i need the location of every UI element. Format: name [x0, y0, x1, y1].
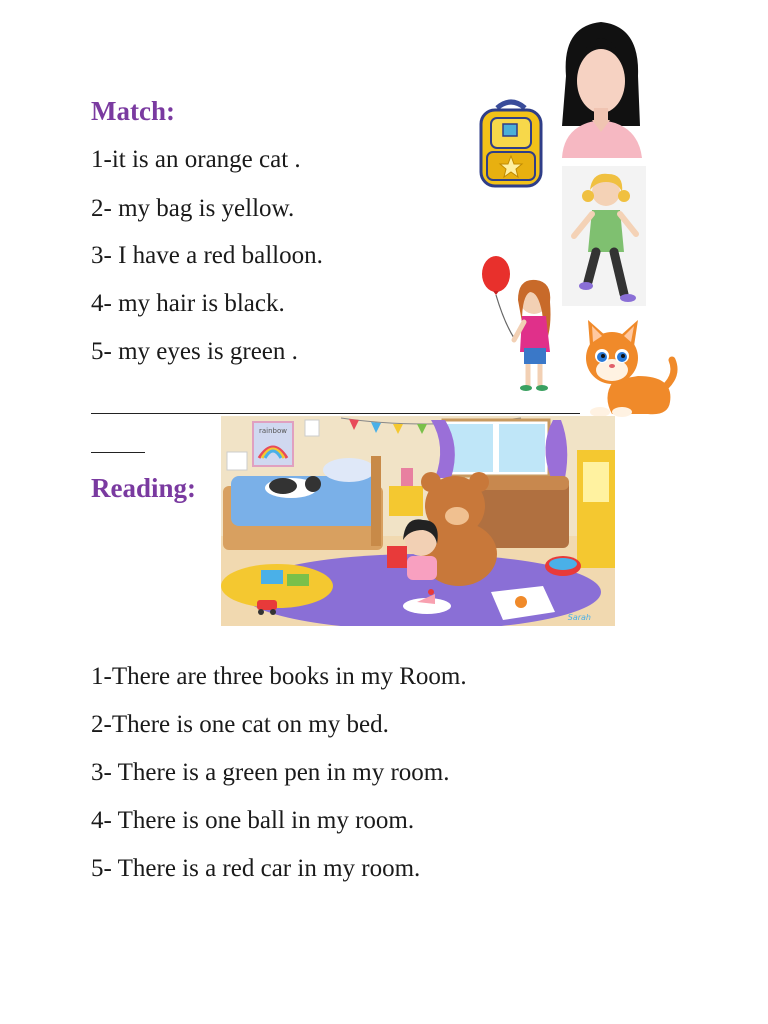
reading-item-4: 4- There is one ball in my room.: [91, 807, 415, 834]
reading-item-1: 1-There are three books in my Room.: [91, 663, 467, 690]
match-item-3: 3- I have a red balloon.: [91, 242, 323, 269]
woman-portrait-image: [556, 16, 646, 158]
reading-item-3: 3- There is a green pen in my room.: [91, 759, 450, 786]
divider-line-2: [91, 452, 145, 453]
reading-item-5: 5- There is a red car in my room.: [91, 855, 421, 882]
reading-heading: Reading:: [91, 473, 197, 503]
match-item-4: 4- my hair is black.: [91, 290, 285, 317]
divider-line-1: [91, 413, 580, 414]
match-item-2: 2- my bag is yellow.: [91, 195, 295, 222]
yellow-backpack-image: [475, 98, 547, 190]
match-heading: Match:: [91, 96, 175, 126]
reading-item-2: 2-There is one cat on my bed.: [91, 711, 389, 738]
match-item-1: 1-it is an orange cat .: [91, 146, 301, 173]
blonde-girl-image: [562, 166, 646, 306]
orange-cat-image: [578, 316, 678, 418]
match-item-5: 5- my eyes is green .: [91, 338, 298, 365]
bedroom-illustration: [221, 416, 615, 626]
girl-with-balloon-image: [474, 252, 558, 396]
illustration-signature: Sarah: [567, 613, 591, 622]
poster-text: rainbow: [259, 427, 287, 435]
